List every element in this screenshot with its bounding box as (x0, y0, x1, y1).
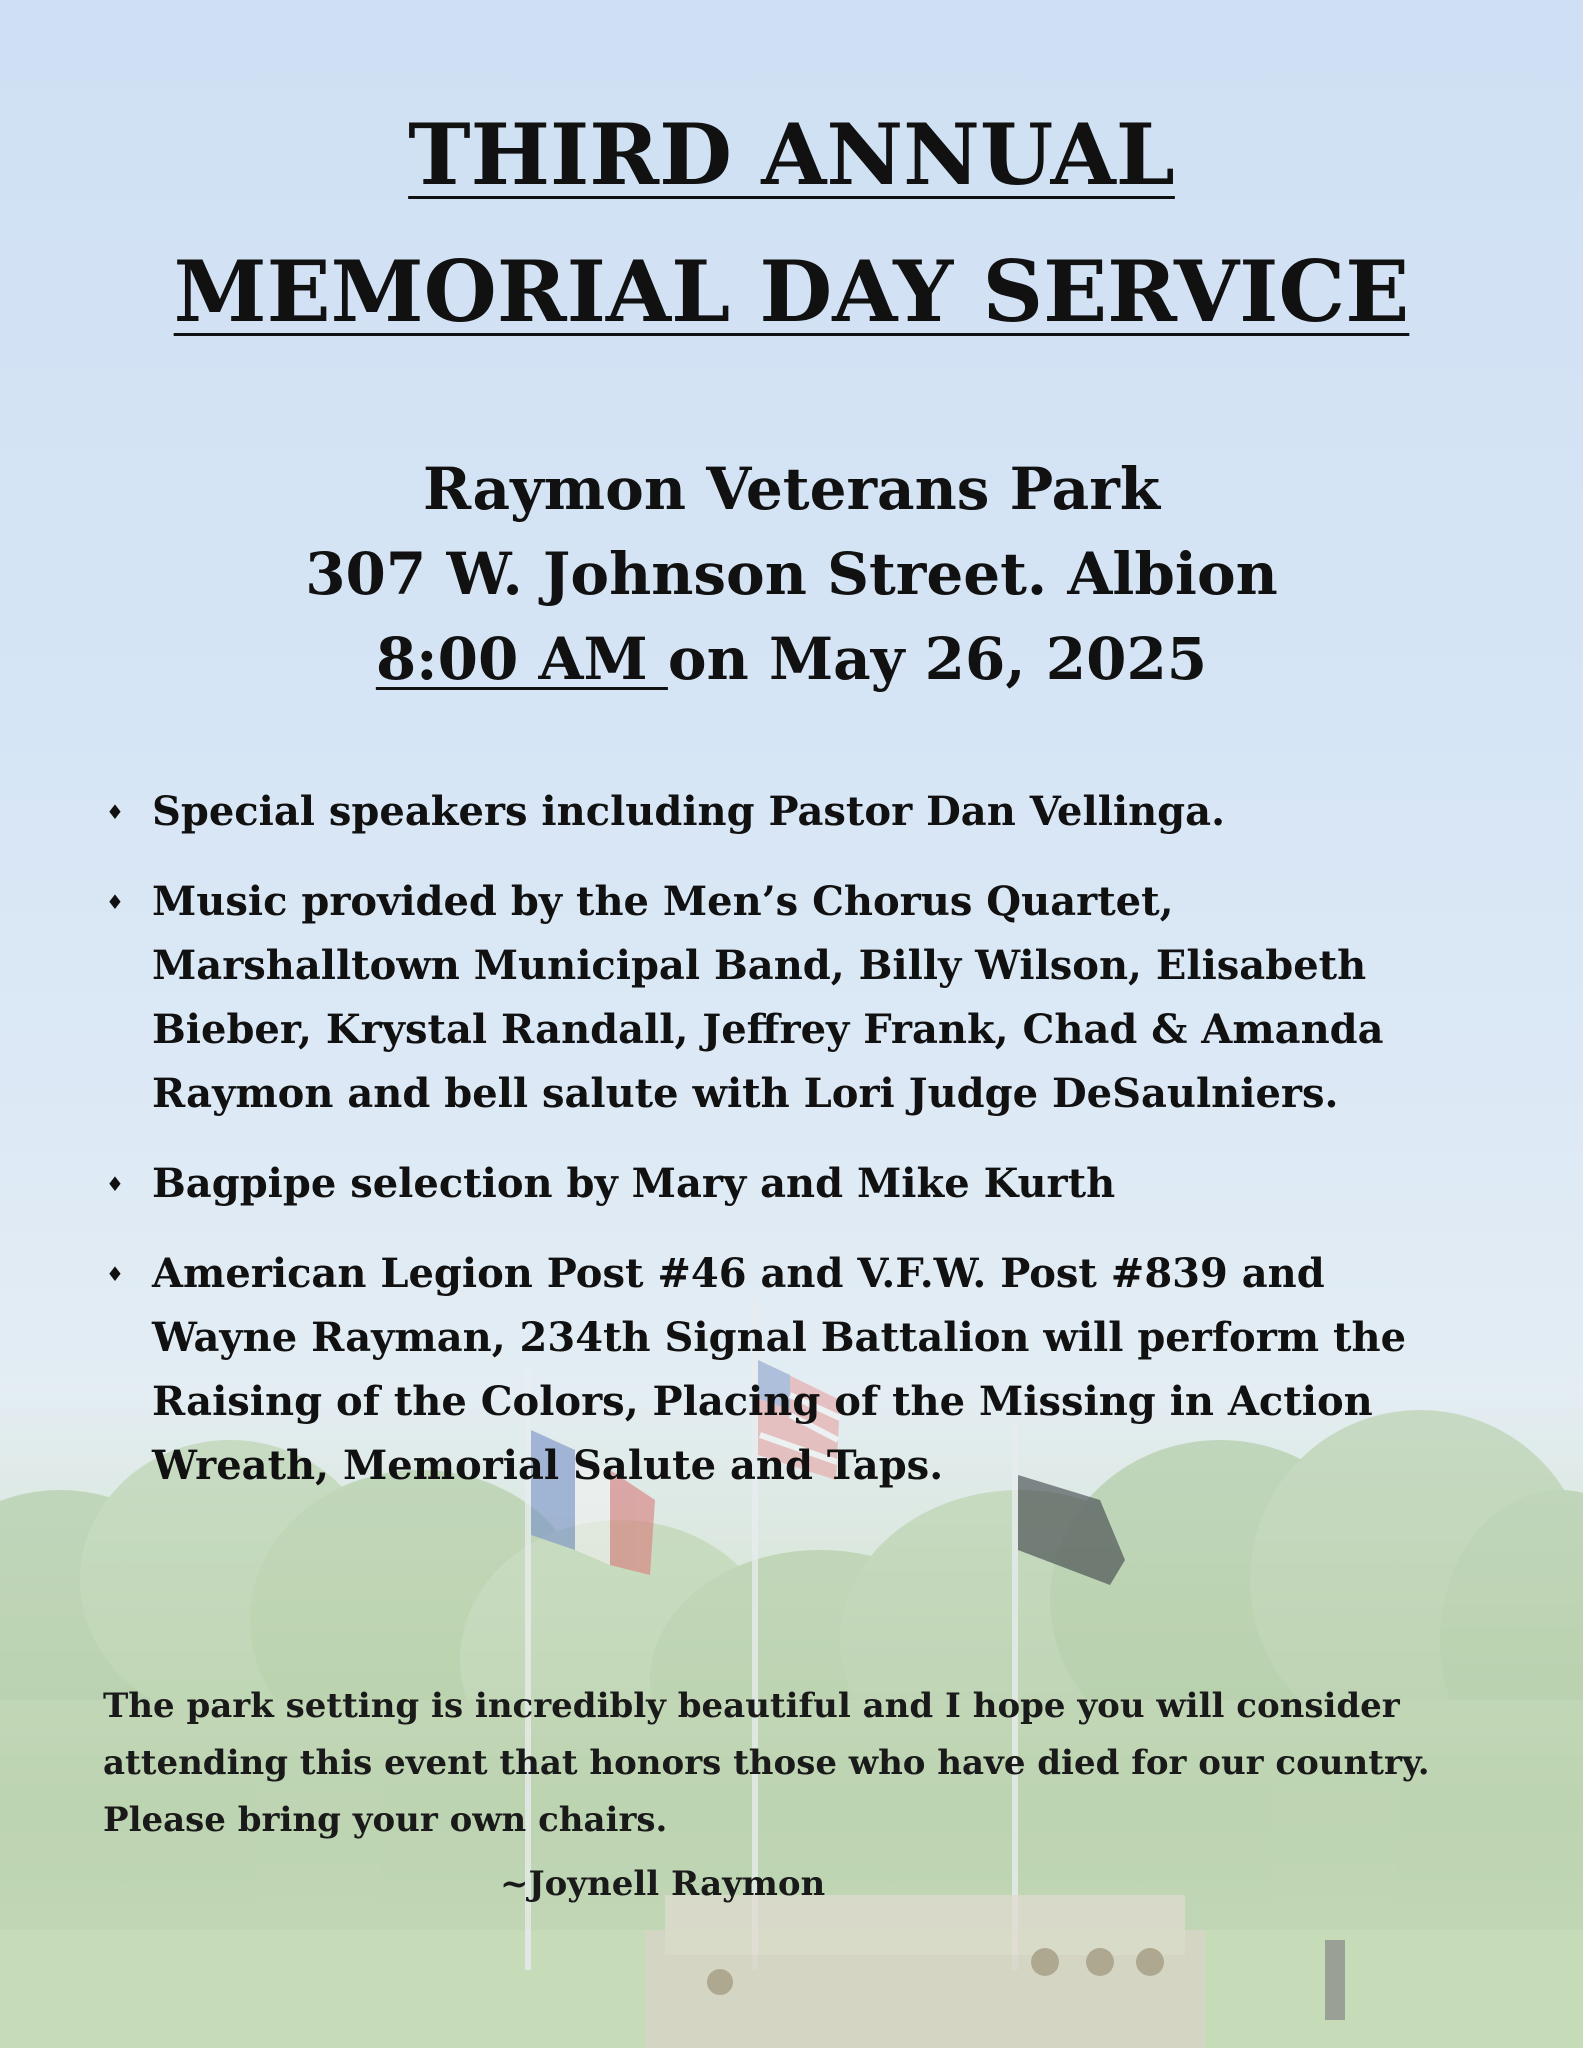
list-item (100, 1152, 1480, 1216)
list-item-text: Special speakers including Pastor Dan Vellinga. (152, 788, 1225, 835)
list-item (100, 870, 1480, 1126)
closing-note-line-2: attending this event that honors those who have died for our country. (103, 1743, 1430, 1783)
closing-note-line-1: The park setting is incredibly beautiful and I hope you will consider (103, 1686, 1400, 1726)
list-item (100, 1242, 1480, 1498)
event-time: 8:00 AM (375, 625, 668, 693)
closing-note-line-3: Please bring your own chairs. (103, 1800, 668, 1840)
list-item-text: American Legion Post #46 and V.F.W. Post #839 and Wayne Rayman, 234th Signal Battalion will perform the Raising of the Colors, Placing of the Missing in Action Wreath, Memorial Salute and Taps. (152, 1250, 1407, 1489)
program-list (100, 780, 1480, 1524)
list-item (100, 780, 1480, 844)
closing-note (103, 1678, 1483, 1849)
list-item-text: Bagpipe selection by Mary and Mike Kurth (152, 1160, 1116, 1207)
venue-address: 307 W. Johnson Street. Albion (305, 540, 1278, 608)
event-datetime (0, 625, 1583, 693)
bullet-diamond-icon: ♦ (106, 1172, 124, 1196)
event-date: on May 26, 2025 (667, 625, 1208, 693)
title-line-1: THIRD ANNUAL (408, 105, 1175, 204)
title-line-2: MEMORIAL DAY SERVICE (173, 242, 1410, 341)
venue-name: Raymon Veterans Park (422, 455, 1161, 523)
list-item-text: Music provided by the Men’s Chorus Quartet, Marshalltown Municipal Band, Billy Wilson, Elisabeth Bieber, Krystal Randall, Jeffrey Frank, Chad & Amanda Raymon and bell salute with Lori Judge DeSaulniers. (152, 878, 1384, 1117)
bullet-diamond-icon: ♦ (106, 1262, 124, 1286)
bullet-diamond-icon: ♦ (106, 890, 124, 914)
signature: ~Joynell Raymon (500, 1864, 826, 1904)
bullet-diamond-icon: ♦ (106, 800, 124, 824)
